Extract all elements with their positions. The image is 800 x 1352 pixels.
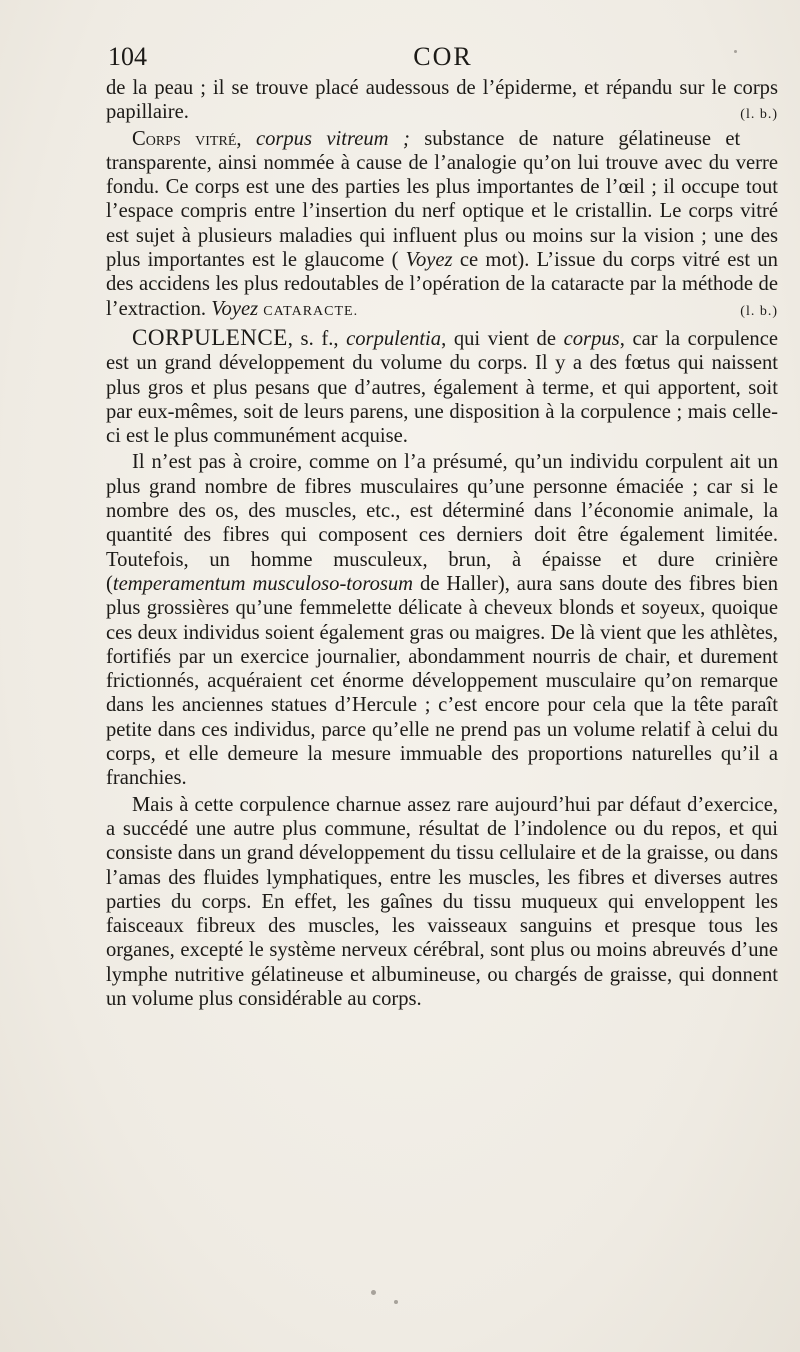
paragraph-text: de la peau ; il se trouve placé audessous de l’épiderme, et répandu sur le corps papillaire. — [106, 77, 778, 124]
entry-corpulence — [106, 326, 778, 448]
cross-reference: Voyez — [405, 249, 453, 272]
entry-corps-vitre: Corps vitré, corpus vitreum ; substance de nature gélatineuse et transparente, ainsi nommée à cause de l’analogie qu’on lui trouve avec du verre fondu. Ce corps est une des parties les plus importantes de l’œil ; il occupe tout l’espace compris entre l’insertion du nerf optique et le cristallin. Le corps vitré est sujet à plusieurs maladies qui influent plus ou moins sur la vision ; une des plus importantes est le glaucome ( Voyez ce mot). L’issue du corps vitré est un des accidens les plus redoutables de l’opération de la cataracte par la méthode de l’extraction. Voyez CATARACTE. (l. b.) — [106, 127, 778, 324]
ink-speck — [371, 1290, 376, 1295]
entry-text: ce mot). L’issue du corps vitré est un des accidens les plus redoutables de l’opération de la cataracte par la méthode de l’extraction. — [106, 249, 778, 320]
cross-reference-term: CATARACTE. — [263, 303, 359, 319]
latin-term: temperamentum musculoso-torosum — [112, 572, 414, 595]
grammar-note: , s. f., — [287, 327, 339, 350]
running-head: COR — [413, 42, 473, 71]
latin-term: corpus — [563, 327, 620, 350]
page-number: 104 — [108, 42, 147, 71]
author-signature: (l. b.) — [740, 303, 778, 319]
entry-text: , qui vient de — [441, 327, 556, 350]
cross-reference: Voyez — [211, 297, 259, 320]
page-header — [108, 42, 778, 76]
entry-term: Corps vitré — [132, 127, 237, 150]
entry-text: , car la corpulence est un grand développement du volume du corps. Il y a des fœtus qui naissent plus gros et plus pesans que d’autres, également à terme, et qui apportent, soit par eux-mêmes, soit de leurs parens, une disposition à la corpulence ; mais celle-ci est le plus communément acquise. — [106, 327, 779, 448]
paragraph-text: Mais à cette corpulence charnue assez rare aujourd’hui par défaut d’exercice, a succédé une autre plus commune, résultat de l’indolence ou du repos, et qui consiste dans un grand développement du tissu cellulaire et de la graisse, ou dans l’amas des fluides lymphatiques, entre les muscles, les fibres et diverses autres parties du corps. En effet, les gaînes du tissu muqueux qui enveloppent les faisceaux fibreux des muscles, les vaisseaux sanguins et presque tous les organes, excepté le système nerveux cérébral, sont plus ou moins abreuvés d’une lymphe nutritive gélatineuse et albumineuse, ou chargés de graisse, qui donnent un volume plus considérable au corps. — [106, 793, 778, 1010]
entry-headword: CORPULENCE — [132, 324, 288, 350]
author-signature: (l. b.) — [740, 107, 778, 123]
ink-speck — [734, 50, 737, 53]
latin-term: corpus vitreum ; — [255, 127, 410, 150]
paragraph — [106, 793, 778, 1012]
body-text — [106, 76, 778, 1011]
paragraph-text: Il n’est pas à croire, comme on l’a présumé, qu’un individu corpulent ait un plus grand nombre de fibres musculaires qu’une personne émaciée ; car si le nombre des os, des muscles, etc., est déterminé dans l’économie animale, la quantité des fibres qui composent ces derniers doit être également limitée. Toutefois, un homme musculeux, brun, à épaisse et dure crinière ( — [106, 451, 778, 595]
latin-term: corpulentia — [346, 327, 442, 350]
paragraph-continuation — [106, 76, 778, 125]
ink-speck — [394, 1300, 398, 1304]
paragraph — [106, 450, 778, 790]
entry-text: substance de nature gélatineuse et transparente, ainsi nommée à cause de l’analogie qu’on lui trouve avec du verre fondu. Ce corps est une des parties les plus importantes de l’œil ; il occupe tout l’espace compris entre l’insertion du nerf optique et le cristallin. Le corps vitré est sujet à plusieurs maladies qui influent plus ou moins sur la vision ; une des plus importantes est le glaucome ( — [106, 127, 778, 272]
paragraph-text: de Haller), aura sans doute des fibres bien plus grossières qu’une femmelette délicate à cheveux blonds et soyeux, quoique ces deux individus soient également gras ou maigres. De là vient que les athlètes, fortifiés par un exercice journalier, abondamment nourris de chair, et durement frictionnés, acquéraient cet énorme développement musculaire qu’on remarque dans les anciennes statues d’Hercule ; c’est encore pour cela que la tête paraît petite dans ces individus, parce qu’elle ne prend pas un volume relatif à celui du corps, et elle demeure la mesure immuable des proportions naturelles qu’il a franchies. — [106, 572, 779, 790]
